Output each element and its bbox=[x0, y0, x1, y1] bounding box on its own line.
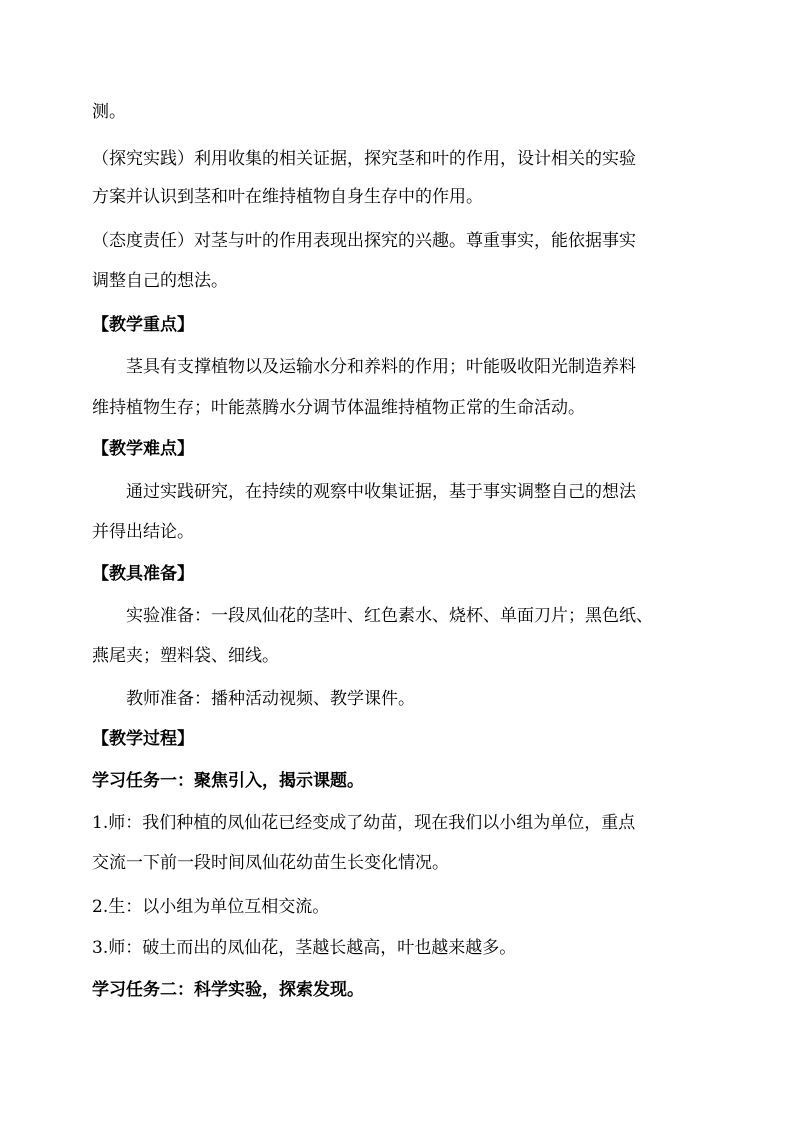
text-line: （态度责任）对茎与叶的作用表现出探究的兴趣。尊重事实，能依据事实 bbox=[92, 231, 636, 251]
text-line: 维持植物生存；叶能蒸腾水分调节体温维持植物正常的生命活动。 bbox=[92, 398, 585, 418]
task-heading: 学习任务二：科学实验，探索发现。 bbox=[92, 980, 364, 1000]
text-line: 测。 bbox=[92, 102, 126, 122]
text-line: 方案并认识到茎和叶在维持植物自身生存中的作用。 bbox=[92, 187, 483, 207]
task-heading: 学习任务一：聚焦引入，揭示课题。 bbox=[92, 771, 364, 791]
text-line: 教师准备：播种活动视频、教学课件。 bbox=[126, 689, 415, 709]
section-heading-process: 【教学过程】 bbox=[92, 729, 194, 749]
text-line: 通过实践研究，在持续的观察中收集证据，基于事实调整自己的想法 bbox=[126, 482, 636, 502]
text-line: 茎具有支撑植物以及运输水分和养料的作用；叶能吸收阳光制造养料 bbox=[126, 357, 636, 377]
text-line: 交流一下前一段时间凤仙花幼苗生长变化情况。 bbox=[92, 853, 449, 873]
text-line: 燕尾夹；塑料袋、细线。 bbox=[92, 646, 279, 666]
text-line: （探究实践）利用收集的相关证据，探究茎和叶的作用，设计相关的实验 bbox=[92, 149, 636, 169]
text-line: 并得出结论。 bbox=[92, 522, 194, 542]
section-heading-key-points: 【教学重点】 bbox=[92, 315, 194, 335]
text-line: 实验准备：一段凤仙花的茎叶、红色素水、烧杯、单面刀片；黑色纸、 bbox=[126, 606, 653, 626]
text-line: 3.师：破土而出的凤仙花，茎越长越高，叶也越来越多。 bbox=[92, 938, 517, 958]
text-line: 2.生：以小组为单位互相交流。 bbox=[92, 897, 330, 917]
text-line: 调整自己的想法。 bbox=[92, 271, 228, 291]
section-heading-materials: 【教具准备】 bbox=[92, 564, 194, 584]
text-line: 1.师：我们种植的凤仙花已经变成了幼苗，现在我们以小组为单位，重点 bbox=[92, 813, 636, 833]
section-heading-difficulties: 【教学难点】 bbox=[92, 439, 194, 459]
